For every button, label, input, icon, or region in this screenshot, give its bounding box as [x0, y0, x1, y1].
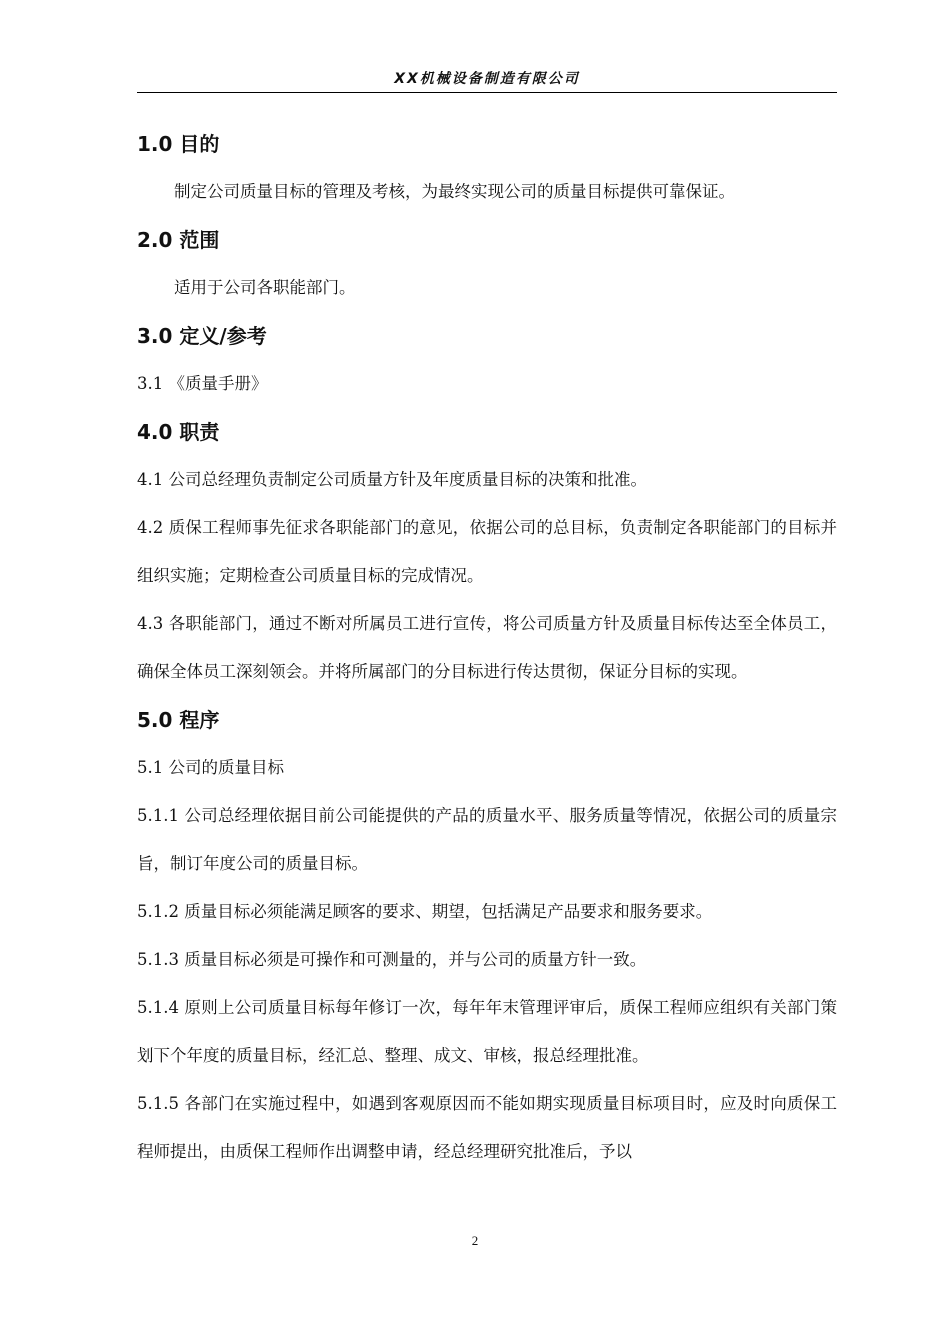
- section-heading: 4.0 职责: [137, 420, 220, 444]
- paragraph: 3.1 《质量手册》: [137, 374, 268, 393]
- paragraph: 4.2 质保工程师事先征求各职能部门的意见，依据公司的总目标，负责制定各职能部门的目标并组织实施；定期检查公司质量目标的完成情况。: [137, 518, 837, 585]
- company-name: XX机械设备制造有限公司: [394, 71, 580, 87]
- paragraph: 5.1.4 原则上公司质量目标每年修订一次，每年年末管理评审后，质保工程师应组织有关部门策划下个年度的质量目标，经汇总、整理、成文、审核，报总经理批准。: [137, 998, 837, 1065]
- paragraph: 5.1.2 质量目标必须能满足顾客的要求、期望，包括满足产品要求和服务要求。: [137, 902, 713, 921]
- paragraph: 5.1.3 质量目标必须是可操作和可测量的，并与公司的质量方针一致。: [137, 950, 647, 969]
- section-scope: [137, 216, 837, 312]
- section-heading: 2.0 范围: [137, 228, 220, 252]
- section-purpose: [137, 120, 837, 216]
- section-definitions: [137, 312, 837, 408]
- document-body: [137, 120, 837, 1176]
- paragraph: 4.1 公司总经理负责制定公司质量方针及年度质量目标的决策和批准。: [137, 470, 647, 489]
- paragraph: 适用于公司各职能部门。: [174, 278, 356, 297]
- paragraph: 制定公司质量目标的管理及考核，为最终实现公司的质量目标提供可靠保证。: [174, 182, 735, 201]
- page-header: [137, 68, 837, 93]
- paragraph: 5.1 公司的质量目标: [137, 758, 284, 777]
- paragraph: 5.1.5 各部门在实施过程中，如遇到客观原因而不能如期实现质量目标项目时，应及时向质保工程师提出，由质保工程师作出调整申请，经总经理研究批准后，予以: [137, 1094, 837, 1161]
- section-heading: 5.0 程序: [137, 708, 220, 732]
- paragraph: 5.1.1 公司总经理依据目前公司能提供的产品的质量水平、服务质量等情况，依据公司的质量宗旨，制订年度公司的质量目标。: [137, 806, 837, 873]
- section-heading: 1.0 目的: [137, 132, 220, 156]
- section-procedure: [137, 696, 837, 1176]
- section-heading: 3.0 定义/参考: [137, 324, 267, 348]
- paragraph: 4.3 各职能部门，通过不断对所属员工进行宣传，将公司质量方针及质量目标传达至全体员工，确保全体员工深刻领会。并将所属部门的分目标进行传达贯彻，保证分目标的实现。: [137, 614, 837, 681]
- page-number: 2: [471, 1233, 479, 1248]
- section-responsibilities: [137, 408, 837, 696]
